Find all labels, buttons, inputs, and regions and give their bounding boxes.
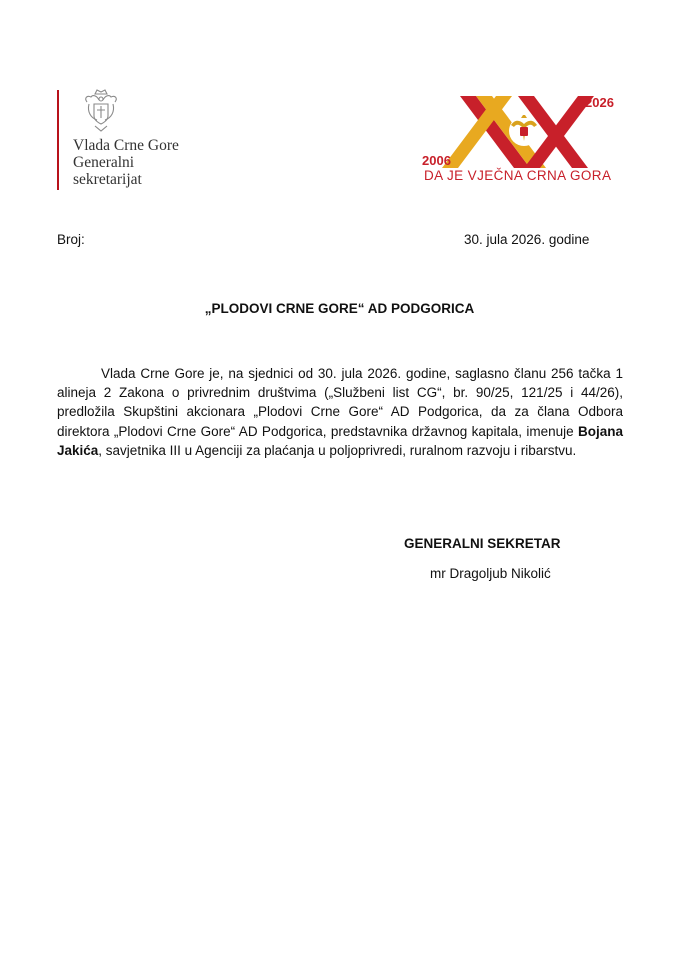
gov-line-1: Vlada Crne Gore: [73, 137, 179, 154]
signature-name: mr Dragoljub Nikolić: [430, 566, 551, 581]
document-title: „PLODOVI CRNE GORE“ AD PODGORICA: [204, 301, 475, 316]
anniversary-year-left: 2006: [422, 153, 451, 168]
gov-line-2: Generalni: [73, 154, 135, 171]
eagle-icon: [509, 115, 539, 146]
paragraph-text-1: Vlada Crne Gore je, na sjednici od 30. jula 2026. godine, saglasno članu 256 tačka 1 alineja 2 Zakona o privrednim društvima („Službeni list CG“, br. 90/25, 121/25 i 44/26), predložila Skupštini akcionara „Plodovi Crne Gore“ AD Podgorica, da za člana Odbora direktora „Plodovi Crne Gore“ AD Podgorica, predstavnika državnog kapitala, imenuje: [57, 366, 623, 439]
anniversary-year-right: 2026: [585, 95, 614, 110]
appointee-name: Bojana Jakića: [57, 423, 623, 458]
document-number-label: Broj:: [57, 232, 85, 247]
paragraph-text-2: , savjetnika III u Agenciji za plaćanja u poljoprivredi, ruralnom razvoju i ribarstvu.: [98, 442, 577, 458]
gov-line-3: sekretarijat: [73, 171, 142, 188]
red-vertical-rule: [57, 90, 59, 190]
document-date: 30. jula 2026. godine: [464, 232, 590, 247]
government-name: [73, 137, 179, 188]
signature-title: GENERALNI SEKRETAR: [404, 536, 561, 551]
coat-of-arms-icon: [81, 88, 121, 134]
anniversary-motto: DA JE VJEČNA CRNA GORA: [424, 168, 612, 183]
body-paragraph: [57, 364, 623, 460]
